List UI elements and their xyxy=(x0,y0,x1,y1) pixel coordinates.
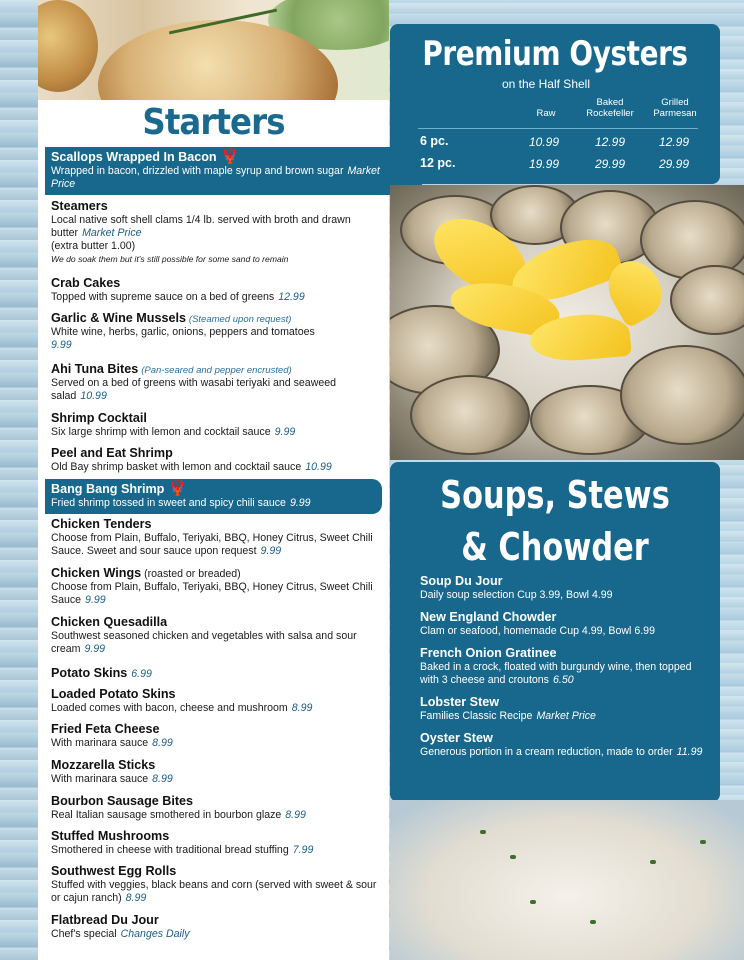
item-desc: Families Classic Recipe xyxy=(420,710,533,722)
menu-item xyxy=(51,722,381,750)
item-desc: Topped with supreme sauce on a bed of greens xyxy=(51,291,275,303)
item-desc: Chef's special xyxy=(51,928,117,940)
oyster-shell xyxy=(620,345,744,445)
item-price: Market Price xyxy=(536,710,596,722)
item-name: Bang Bang Shrimp xyxy=(51,482,165,496)
menu-item xyxy=(51,615,381,656)
item-name: Peel and Eat Shrimp xyxy=(51,446,173,460)
item-price: 8.99 xyxy=(152,737,173,749)
menu-item xyxy=(51,829,381,857)
column-header: Grilled Parmesan xyxy=(653,97,697,119)
item-desc: Daily soup selection Cup 3.99, Bowl 4.99 xyxy=(420,589,613,601)
item-price: 8.99 xyxy=(291,702,313,714)
menu-item xyxy=(51,913,381,941)
item-price: 9.99 xyxy=(274,426,296,438)
item-price: Changes Daily xyxy=(120,928,190,940)
item-desc: Local native soft shell clams 1/4 lb. served with broth and drawn butter xyxy=(51,214,351,239)
soup-item xyxy=(420,731,710,759)
wood-background xyxy=(0,0,38,960)
item-desc: Fried shrimp tossed in sweet and spicy chili sauce xyxy=(51,497,286,509)
item-name: French Onion Gratinee xyxy=(420,646,557,660)
item-name: Crab Cakes xyxy=(51,276,121,290)
price-cell: 12.99 xyxy=(658,135,690,149)
item-name: Flatbread Du Jour xyxy=(51,913,159,927)
menu-item xyxy=(51,666,381,681)
price-cell: 29.99 xyxy=(658,157,690,171)
item-footnote: We do soak them but it's still possible for some sand to remain xyxy=(51,254,289,264)
item-name: Southwest Egg Rolls xyxy=(51,864,177,878)
item-desc: Clam or seafood, homemade Cup 4.99, Bowl 6.99 xyxy=(420,625,655,637)
item-desc: Choose from Plain, Buffalo, Teriyaki, BBQ, Honey Citrus, Sweet Chili Sauce xyxy=(51,581,373,606)
starters-title: Starters xyxy=(142,102,285,143)
item-desc: Choose from Plain, Buffalo, Teriyaki, BBQ, Honey Citrus, Sweet Chili Sauce. Sweet and sour sauce upon request xyxy=(51,532,373,557)
item-name: Loaded Potato Skins xyxy=(51,687,176,701)
item-desc: Wrapped in bacon, drizzled with maple syrup and brown sugar xyxy=(51,165,344,177)
item-desc: Generous portion in a cream reduction, made to order xyxy=(420,746,673,758)
item-subnote: (roasted or breaded) xyxy=(144,568,241,580)
herb-garnish xyxy=(480,830,486,834)
item-price: Market Price xyxy=(82,227,142,239)
herb-garnish xyxy=(650,860,656,864)
oysters-panel xyxy=(390,24,720,184)
item-desc: With marinara sauce xyxy=(51,737,149,749)
item-price: 10.99 xyxy=(80,390,107,402)
item-name: Potato Skins xyxy=(51,666,128,680)
item-name: Oyster Stew xyxy=(420,731,493,745)
item-price: 9.99 xyxy=(289,497,311,509)
menu-item xyxy=(51,446,381,474)
item-price: Market Price xyxy=(51,165,380,190)
row-label: 6 pc. xyxy=(420,134,449,148)
item-price: 11.99 xyxy=(676,746,703,758)
item-desc: Real Italian sausage smothered in bourbon glaze xyxy=(51,809,282,821)
item-name: New England Chowder xyxy=(420,610,557,624)
soup-item xyxy=(420,695,710,723)
item-price: 9.99 xyxy=(260,545,282,557)
oysters-photo xyxy=(390,185,744,460)
item-desc: Smothered in cheese with traditional bread stuffing xyxy=(51,844,289,856)
price-cell: 12.99 xyxy=(594,135,626,149)
item-name: Soup Du Jour xyxy=(420,574,503,588)
item-price: 6.99 xyxy=(131,668,152,680)
item-price: 6.50 xyxy=(552,674,574,686)
item-desc: Baked in a crock, floated with burgundy wine, then topped with 3 cheese and croutons xyxy=(420,661,692,686)
chowder-photo xyxy=(390,800,744,960)
soup-item xyxy=(420,646,710,687)
herb-garnish xyxy=(590,920,596,924)
item-price: 12.99 xyxy=(278,291,305,303)
item-name: Steamers xyxy=(51,199,108,213)
starters-panel xyxy=(38,0,389,960)
column-header: Raw xyxy=(536,108,556,119)
soup-item xyxy=(420,610,710,638)
herb-garnish xyxy=(530,900,536,904)
crab-cake-photo xyxy=(38,0,389,100)
menu-item xyxy=(51,517,381,558)
item-name: Mozzarella Sticks xyxy=(51,758,156,772)
item-price: 9.99 xyxy=(85,594,106,606)
menu-item xyxy=(51,199,381,266)
item-desc: White wine, herbs, garlic, onions, peppers and tomatoes xyxy=(51,326,315,338)
lobster-icon: 🦞 xyxy=(168,480,188,497)
menu-item xyxy=(51,362,381,403)
price-cell: 10.99 xyxy=(528,135,560,149)
oysters-title: Premium Oysters xyxy=(422,34,688,74)
lobster-icon: 🦞 xyxy=(220,148,240,165)
item-price: 8.99 xyxy=(125,892,147,904)
soups-title: & Chowder xyxy=(461,525,649,569)
menu-item xyxy=(51,758,381,786)
row-label: 12 pc. xyxy=(420,156,456,170)
item-desc: Southwest seasoned chicken and vegetables with salsa and sour cream xyxy=(51,630,357,655)
menu-item xyxy=(51,566,381,607)
item-price: 9.99 xyxy=(51,339,72,351)
item-desc: Loaded comes with bacon, cheese and mushroom xyxy=(51,702,288,714)
item-desc: With marinara sauce xyxy=(51,773,149,785)
divider xyxy=(418,128,698,129)
menu-item xyxy=(51,311,381,352)
herb-garnish xyxy=(700,840,706,844)
price-cell: 29.99 xyxy=(594,157,626,171)
menu-item xyxy=(51,794,381,822)
herb-garnish xyxy=(510,855,516,859)
item-price: 7.99 xyxy=(292,844,314,856)
column-header: Baked Rockefeller xyxy=(586,97,634,119)
crab-cake-image xyxy=(38,0,98,92)
oyster-shell xyxy=(670,265,744,335)
item-name: Shrimp Cocktail xyxy=(51,411,147,425)
item-desc: Stuffed with veggies, black beans and corn (served with sweet & sour or cajun ranch) xyxy=(51,879,377,904)
item-desc: Six large shrimp with lemon and cocktail sauce xyxy=(51,426,271,438)
item-price: 8.99 xyxy=(152,773,173,785)
item-extra: (extra butter 1.00) xyxy=(51,240,136,252)
item-name: Chicken Wings xyxy=(51,566,142,580)
soup-item xyxy=(420,574,710,602)
menu-item xyxy=(51,864,381,905)
oysters-subtitle: on the Half Shell xyxy=(501,77,590,91)
item-price: 10.99 xyxy=(305,461,332,473)
menu-item xyxy=(51,482,381,510)
menu-item xyxy=(51,150,381,191)
oyster-shell xyxy=(410,375,530,455)
item-name: Bourbon Sausage Bites xyxy=(51,794,194,808)
menu-item xyxy=(51,411,381,439)
item-price: 8.99 xyxy=(285,809,306,821)
menu-item xyxy=(51,276,381,304)
item-note: (Pan-seared and pepper encrusted) xyxy=(141,365,292,376)
item-name: Lobster Stew xyxy=(420,695,500,709)
soups-title: Soups, Stews xyxy=(440,473,670,517)
item-name: Garlic & Wine Mussels xyxy=(51,311,186,325)
item-name: Stuffed Mushrooms xyxy=(51,829,170,843)
menu-item xyxy=(51,687,381,715)
item-name: Ahi Tuna Bites xyxy=(51,362,139,376)
item-name: Chicken Quesadilla xyxy=(51,615,168,629)
item-name: Fried Feta Cheese xyxy=(51,722,160,736)
item-price: 9.99 xyxy=(84,643,106,655)
item-desc: Served on a bed of greens with wasabi teriyaki and seaweed salad xyxy=(51,377,337,402)
item-desc: Old Bay shrimp basket with lemon and cocktail sauce xyxy=(51,461,302,473)
price-cell: 19.99 xyxy=(528,157,560,171)
item-name: Chicken Tenders xyxy=(51,517,152,531)
soups-panel xyxy=(390,462,720,802)
item-note: (Steamed upon request) xyxy=(188,314,292,325)
item-name: Scallops Wrapped In Bacon xyxy=(51,150,217,164)
